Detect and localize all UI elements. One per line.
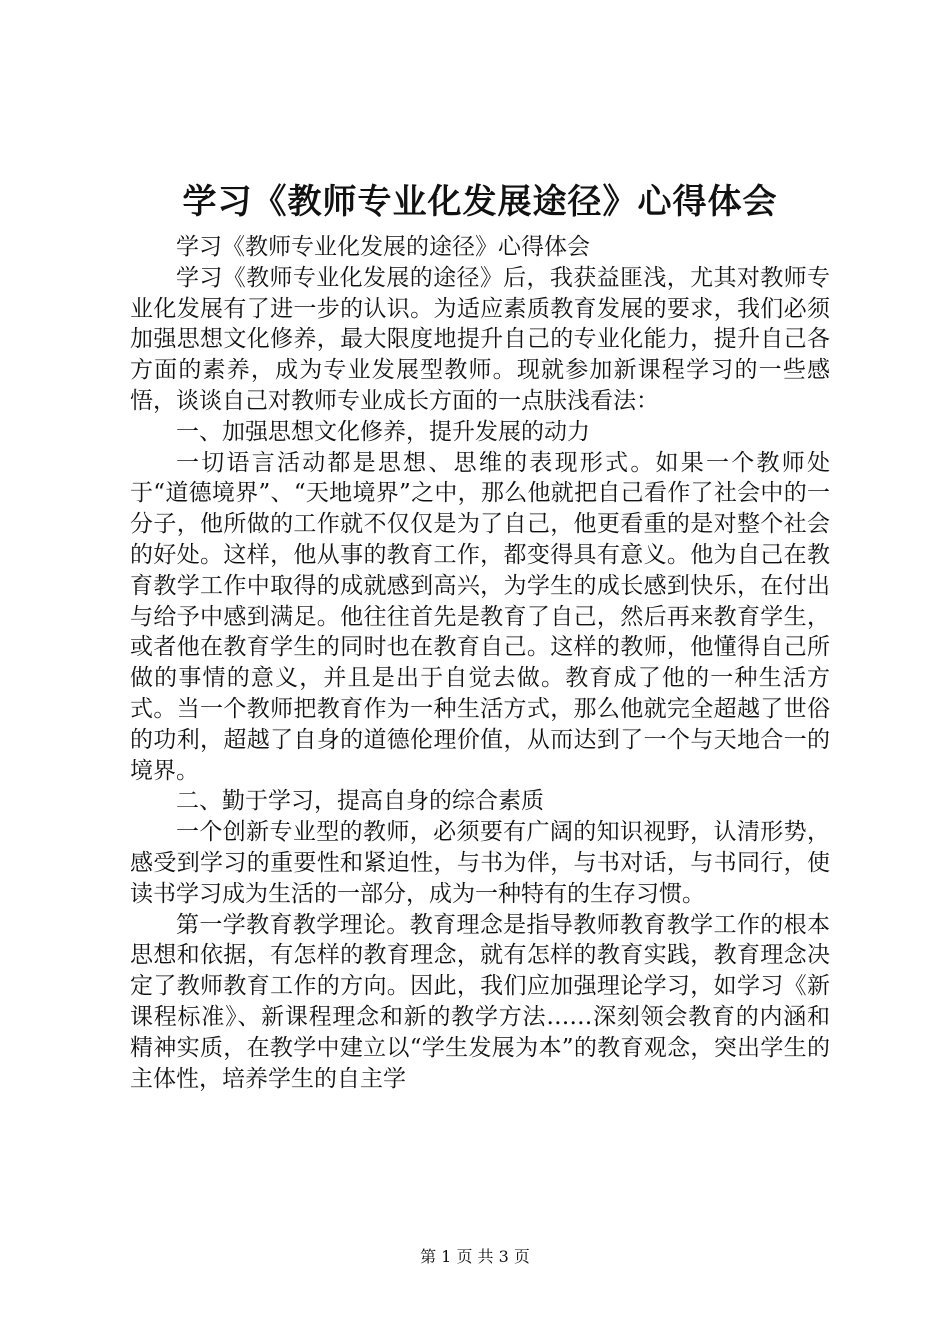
section-heading-1: 一、加强思想文化修养，提升发展的动力 <box>176 418 590 445</box>
paragraph-intro: 学习《教师专业化发展的途径》后，我获益匪浅，尤其对教师专业化发展有了进一步的认识。为适应素质教育发展的要求，我们必须加强思想文化修养，最大限度地提升自己的专业化能力，提升自己各方面的素养，成为专业发展型教师。现就参加新课程学习的一些感悟，谈谈自己对教师专业成长方面的一点肤浅看法： <box>130 264 830 414</box>
paragraph-section-1: 一切语言活动都是思想、思维的表现形式。如果一个教师处于“道德境界”、“天地境界”之中，那么他就把自己看作了社会中的一分子，他所做的工作就不仅仅是为了自己，他更看重的是对整个社会的好处。这样，他从事的教育工作，都变得具有意义。他为自己在教育教学工作中取得的成就感到高兴，为学生的成长感到快乐，在付出与给予中感到满足。他往往首先是教育了自己，然后再来教育学生，或者他在教育学生的同时也在教育自己。这样的教师，他懂得自己所做的事情的意义，并且是出于自觉去做。教育成了他的一种生活方式。当一个教师把教育作为一种生活方式，那么他就完全超越了世俗的功利，超越了自身的道德伦理价值，从而达到了一个与天地合一的境界。 <box>130 449 830 784</box>
document-body <box>130 232 830 1094</box>
paragraph-section-2: 一个创新专业型的教师，必须要有广阔的知识视野，认清形势，感受到学习的重要性和紧迫性，与书为伴，与书对话，与书同行，使读书学习成为生活的一部分，成为一种特有的生存习惯。 <box>130 819 830 907</box>
page-number-footer: 第 1 页 共 3 页 <box>420 1247 530 1266</box>
paragraph-subtitle: 学习《教师专业化发展的途径》心得体会 <box>176 234 590 260</box>
section-heading-2: 二、勤于学习，提高自身的综合素质 <box>176 788 544 815</box>
paragraph-theory: 第一学教育教学理论。教育理念是指导教师教育教学工作的根本思想和依据，有怎样的教育理念，就有怎样的教育实践，教育理念决定了教师教育工作的方向。因此，我们应加强理论学习，如学习《新课程标准》、新课程理念和新的教学方法……深刻领会教育的内涵和精神实质，在教学中建立以“学生发展为本”的教育观念，突出学生的主体性，培养学生的自主学 <box>130 911 830 1092</box>
document-title: 学习《教师专业化发展途径》心得体会 <box>182 182 778 222</box>
